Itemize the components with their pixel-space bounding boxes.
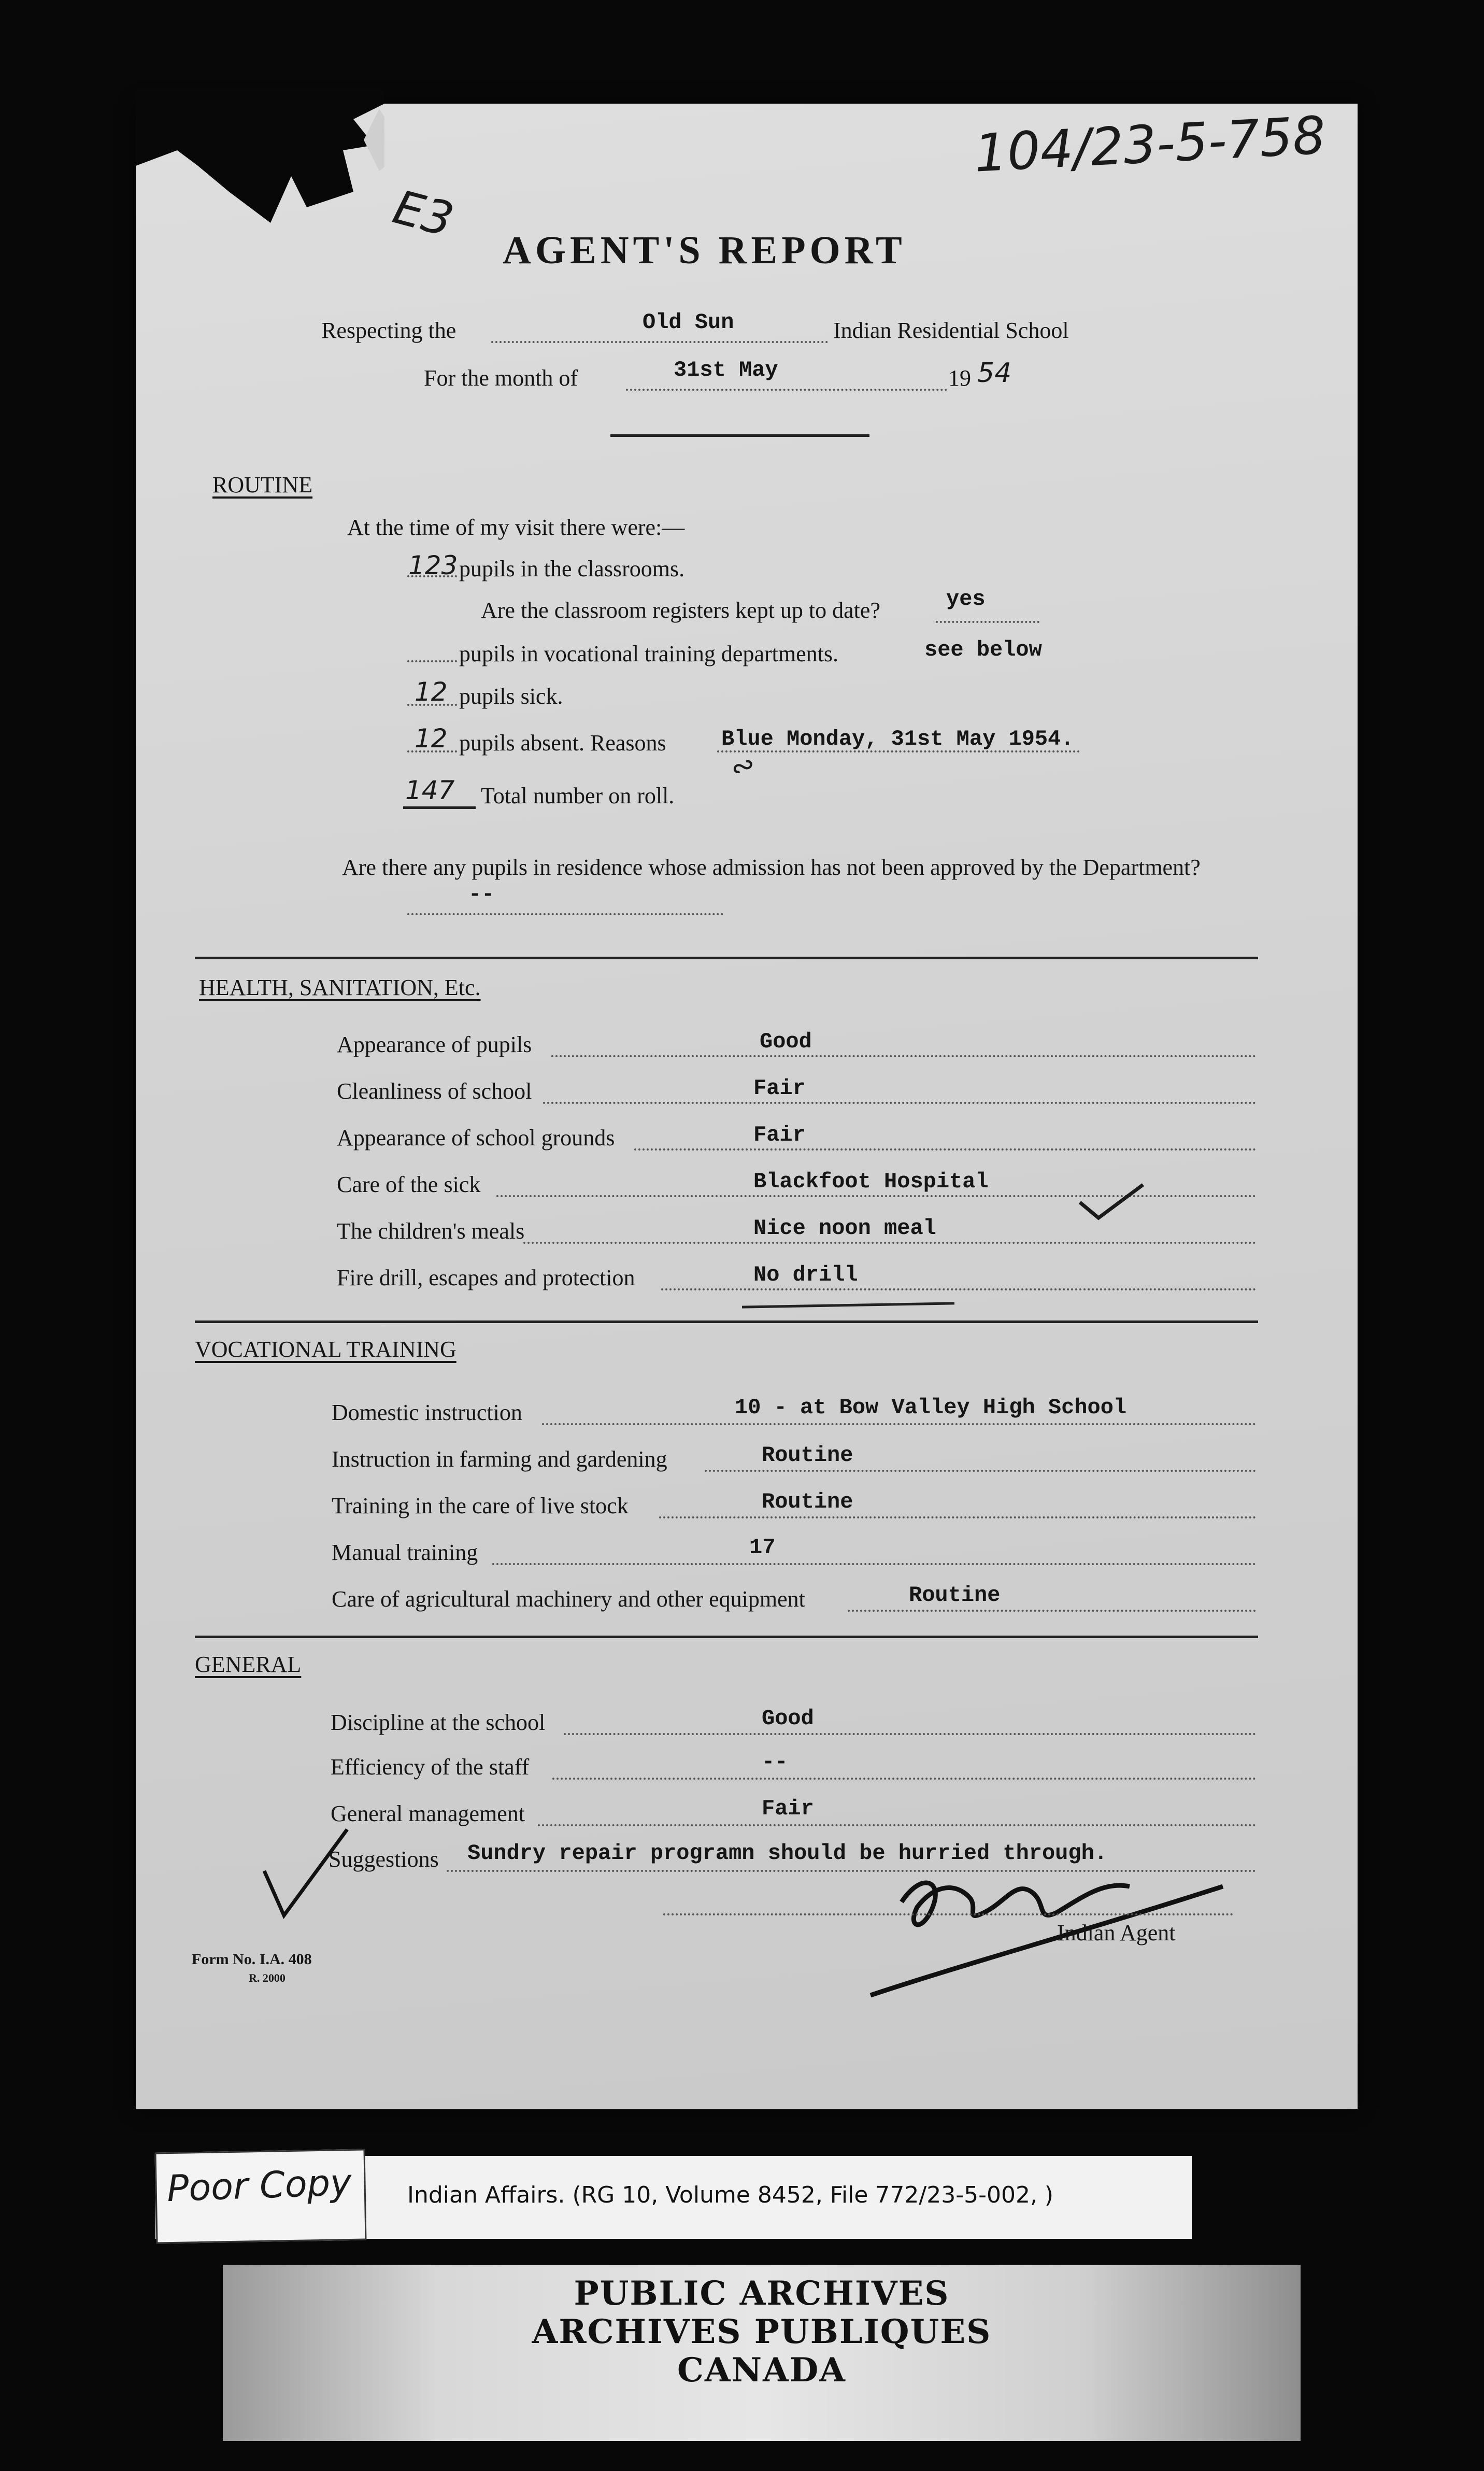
health-label-fire-drill: Fire drill, escapes and protection	[337, 1265, 635, 1290]
voc-label-manual: Manual training	[332, 1540, 478, 1565]
archives-line-french: ARCHIVES PUBLIQUES	[532, 2312, 992, 2351]
health-label-cleanliness: Cleanliness of school	[337, 1078, 532, 1104]
sick-label: pupils sick.	[459, 684, 563, 709]
health-value-sick-care: Blackfoot Hospital	[753, 1169, 989, 1194]
gen-label-discipline: Discipline at the school	[331, 1710, 546, 1735]
respecting-label: Respecting the	[321, 318, 456, 343]
marginal-note-handwritten: E3	[388, 180, 459, 248]
health-value-appearance: Good	[760, 1029, 812, 1054]
gen-label-suggestions: Suggestions	[329, 1847, 439, 1872]
health-value-cleanliness: Fair	[753, 1076, 806, 1101]
year-prefix: 19	[948, 365, 971, 391]
title-divider	[610, 434, 869, 437]
roll-label: Total number on roll.	[481, 783, 675, 808]
month-label: For the month of	[424, 365, 578, 391]
archive-reference-text: Indian Affairs. (RG 10, Volume 8452, File 772/23-5-002, )	[407, 2182, 1054, 2208]
absent-count: 12	[415, 723, 448, 754]
absent-label: pupils absent. Reasons	[459, 730, 666, 756]
voc-value-livestock: Routine	[762, 1489, 853, 1514]
vocational-count-label: pupils in vocational training departments.	[459, 641, 838, 666]
voc-value-manual: 17	[749, 1535, 776, 1560]
voc-label-livestock: Training in the care of live stock	[332, 1493, 629, 1518]
health-label-sick-care: Care of the sick	[337, 1172, 481, 1197]
sick-count: 12	[415, 677, 448, 707]
form-revision: R. 2000	[249, 1971, 286, 1984]
archives-line-country: CANADA	[677, 2351, 846, 2390]
registers-label: Are the classroom registers kept up to date?	[481, 598, 880, 623]
health-heading: HEALTH, SANITATION, Etc.	[199, 975, 481, 1000]
report-page	[136, 104, 1358, 2109]
health-label-appearance: Appearance of pupils	[337, 1032, 532, 1057]
torn-corner	[136, 88, 384, 244]
year-value: 54	[977, 358, 1012, 389]
health-value-grounds: Fair	[753, 1123, 806, 1147]
roll-count: 147	[405, 775, 455, 805]
absent-reason: Blue Monday, 31st May 1954.	[721, 727, 1074, 751]
routine-intro: At the time of my visit there were:—	[347, 515, 685, 540]
voc-label-farming: Instruction in farming and gardening	[332, 1446, 667, 1472]
signature-label: Indian Agent	[1057, 1920, 1176, 1945]
gen-label-efficiency: Efficiency of the staff	[331, 1754, 530, 1780]
month-value: 31st May	[674, 358, 778, 382]
classrooms-count: 123	[408, 550, 458, 580]
vocational-heading: VOCATIONAL TRAINING	[195, 1337, 456, 1362]
general-heading: GENERAL	[195, 1652, 302, 1677]
voc-label-machinery: Care of agricultural machinery and other equipment	[332, 1586, 805, 1612]
archives-line-english: PUBLIC ARCHIVES	[574, 2274, 950, 2313]
voc-value-domestic: 10 - at Bow Valley High School	[735, 1395, 1127, 1420]
voc-value-machinery: Routine	[909, 1583, 1001, 1608]
school-name-value: Old Sun	[643, 310, 734, 335]
handwritten-mark: ∾	[725, 746, 760, 787]
signature-image	[860, 1850, 1233, 2006]
admission-question: Are there any pupils in residence whose admission has not been approved by the Department?	[342, 855, 1201, 880]
section-divider-general	[195, 1636, 1258, 1638]
gen-value-management: Fair	[762, 1796, 814, 1821]
admission-answer: --	[468, 882, 495, 907]
health-label-meals: The children's meals	[337, 1218, 525, 1244]
registers-value: yes	[946, 587, 986, 612]
poor-copy-text: Poor Copy	[166, 2161, 352, 2210]
classrooms-label: pupils in the classrooms.	[459, 556, 685, 581]
school-type-label: Indian Residential School	[833, 318, 1069, 343]
file-reference-handwritten: 104/23-5-758	[973, 105, 1328, 184]
section-divider-vocational	[195, 1320, 1258, 1323]
health-value-fire-drill: No drill	[753, 1262, 858, 1287]
section-divider-health	[195, 957, 1258, 959]
voc-value-farming: Routine	[762, 1443, 853, 1468]
gen-label-management: General management	[331, 1801, 525, 1826]
report-title: AGENT'S REPORT	[503, 229, 906, 272]
gen-value-discipline: Good	[762, 1706, 814, 1731]
voc-label-domestic: Domestic instruction	[332, 1400, 522, 1425]
roll-underline	[403, 806, 476, 809]
large-checkmark-icon	[259, 1824, 352, 1923]
checkmark-icon	[1078, 1182, 1145, 1223]
health-label-grounds: Appearance of school grounds	[337, 1125, 615, 1151]
health-value-meals: Nice noon meal	[753, 1216, 936, 1241]
form-number: Form No. I.A. 408	[192, 1951, 312, 1968]
routine-heading: ROUTINE	[212, 472, 313, 498]
gen-value-efficiency: --	[762, 1750, 788, 1774]
vocational-count-value: see below	[924, 637, 1042, 662]
gen-value-suggestions: Sundry repair programn should be hurried through.	[467, 1841, 1108, 1866]
